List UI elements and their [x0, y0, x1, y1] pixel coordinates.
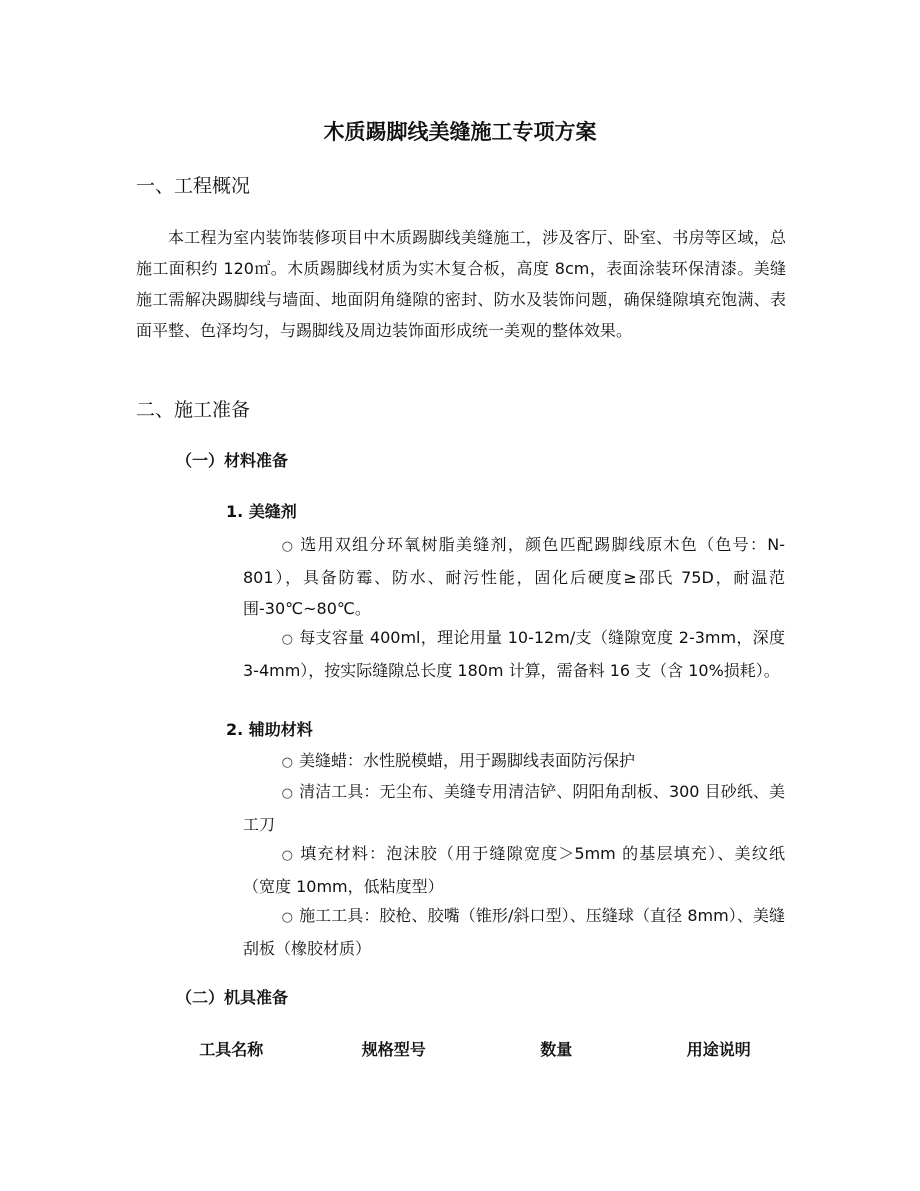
list-item-text: 清洁工具：无尘布、美缝专用清洁铲、阴阳角刮板、300 目砂纸、美工刀 [243, 782, 785, 834]
equipment-table-header [150, 1036, 800, 1064]
overview-paragraph: 本工程为室内装饰装修项目中木质踢脚线美缝施工，涉及客厅、卧室、书房等区域，总施工面积约 120㎡。木质踢脚线材质为实木复合板，高度 8cm，表面涂装环保清漆。美缝施工需解决踢脚线与墙面、地面阴角缝隙的密封、防水及装饰问题，确保缝隙填充饱满、表面平整、色泽均匀，与踢脚线及周边装饰面形成统一美观的整体效果。 [136, 228, 786, 340]
section-heading-overview: 一、工程概况 [136, 175, 251, 197]
document-title: 木质踢脚线美缝施工专项方案 [323, 120, 597, 144]
list-item-text: 施工工具：胶枪、胶嘴（锥形/斜口型）、压缝球（直径 8mm）、美缝刮板（橡胶材质） [243, 906, 785, 958]
item-heading-sealant: 1. 美缝剂 [226, 502, 297, 521]
subsection-heading-materials: （一）材料准备 [176, 451, 289, 470]
list-item-auxiliary-2 [243, 776, 785, 840]
list-item-auxiliary-3 [243, 838, 785, 902]
bullet-circle-icon: ○ [281, 848, 293, 863]
bullet-circle-icon: ○ [281, 910, 293, 925]
list-item-text: 选用双组分环氧树脂美缝剂，颜色匹配踢脚线原木色（色号：N-801），具备防霉、防水、耐污性能，固化后硬度≥邵氏 75D，耐温范围-30℃~80℃。 [243, 535, 785, 618]
list-item-auxiliary-1 [243, 745, 785, 778]
bullet-circle-icon: ○ [281, 755, 293, 770]
table-header-cell: 工具名称 [199, 1040, 264, 1059]
list-item-text: 美缝蜡：水性脱模蜡，用于踢脚线表面防污保护 [299, 751, 636, 770]
bullet-circle-icon: ○ [281, 632, 293, 647]
section-heading-preparation: 二、施工准备 [136, 399, 251, 421]
list-item-sealant-1 [243, 529, 785, 624]
subsection-heading-equipment: （二）机具准备 [176, 988, 289, 1007]
table-header-cell: 数量 [540, 1040, 573, 1059]
list-item-sealant-2 [243, 622, 785, 686]
bullet-circle-icon: ○ [281, 786, 293, 801]
item-heading-auxiliary: 2. 辅助材料 [226, 720, 313, 739]
table-header-cell: 用途说明 [686, 1040, 751, 1059]
list-item-text: 每支容量 400ml，理论用量 10-12m/支（缝隙宽度 2-3mm，深度 3-4mm），按实际缝隙总长度 180m 计算，需备料 16 支（含 10%损耗）。 [243, 628, 785, 680]
list-item-text: 填充材料：泡沫胶（用于缝隙宽度＞5mm 的基层填充）、美纹纸（宽度 10mm，低粘度型） [243, 844, 785, 896]
list-item-auxiliary-4 [243, 900, 785, 964]
table-header-cell: 规格型号 [361, 1040, 426, 1059]
bullet-circle-icon: ○ [281, 539, 293, 554]
